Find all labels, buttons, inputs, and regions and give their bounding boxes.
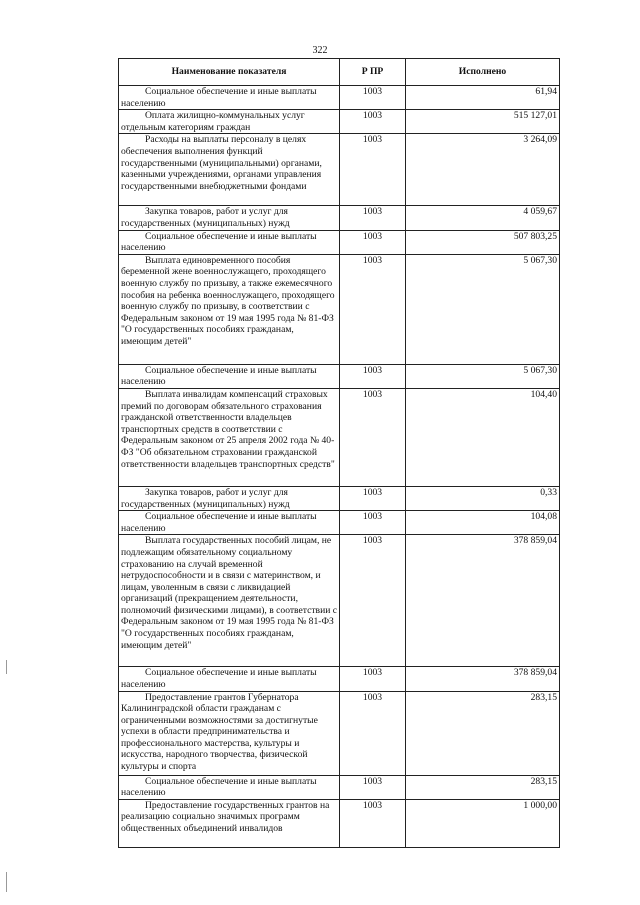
row-name: Предоставление грантов Губернатора Калининградской области гражданам с ограниченными возможностями за достигнутые успехи в области предпринимательства и профессионального мастерства, культуры и искусства, народного творчества, физической культуры и спорта bbox=[119, 691, 340, 775]
row-amount: 61,94 bbox=[406, 86, 560, 110]
row-code: 1003 bbox=[340, 110, 406, 134]
row-name: Социальное обеспечение и иные выплаты населению bbox=[119, 667, 340, 691]
row-name: Социальное обеспечение и иные выплаты населению bbox=[119, 230, 340, 254]
row-name: Социальное обеспечение и иные выплаты населению bbox=[119, 775, 340, 799]
table-row bbox=[119, 134, 560, 206]
row-name: Выплата инвалидам компенсаций страховых премий по договорам обязательного страхования гражданской ответственности владельцев транспортных средств в соответствии с Федеральным законом от 25 апреля 2002 года № 40-ФЗ "Об обязательном страховании гражданской ответственности владельцев транспортных средств" bbox=[119, 388, 340, 486]
row-name: Предоставление государственных грантов на реализацию социально значимых программ общественных объединений инвалидов bbox=[119, 799, 340, 847]
row-name: Выплата единовременного пособия беременной жене военнослужащего, проходящего военную службу по призыву, а также ежемесячного пособия на ребенка военнослужащего, проходящего военную службу по призыву, в соответствии с Федеральным законом от 19 мая 1995 года № 81-ФЗ "О государственных пособиях гражданам, имеющим детей" bbox=[119, 254, 340, 364]
row-code: 1003 bbox=[340, 254, 406, 364]
row-amount: 5 067,30 bbox=[406, 254, 560, 364]
row-name: Закупка товаров, работ и услуг для государственных (муниципальных) нужд bbox=[119, 486, 340, 510]
row-amount: 5 067,30 bbox=[406, 364, 560, 388]
row-code: 1003 bbox=[340, 206, 406, 230]
row-code: 1003 bbox=[340, 364, 406, 388]
table-header-row bbox=[119, 59, 560, 86]
table-row bbox=[119, 110, 560, 134]
row-code: 1003 bbox=[340, 775, 406, 799]
table-row bbox=[119, 667, 560, 691]
row-code: 1003 bbox=[340, 799, 406, 847]
row-amount: 4 059,67 bbox=[406, 206, 560, 230]
row-amount: 378 859,04 bbox=[406, 667, 560, 691]
row-name: Расходы на выплаты персоналу в целях обеспечения выполнения функций государственными (муниципальными) органами, казенными учреждениями, органами управления государственными внебюджетными фондами bbox=[119, 134, 340, 206]
row-code: 1003 bbox=[340, 691, 406, 775]
row-code: 1003 bbox=[340, 667, 406, 691]
table-row bbox=[119, 799, 560, 847]
table-row bbox=[119, 364, 560, 388]
row-amount: 515 127,01 bbox=[406, 110, 560, 134]
column-header-name: Наименование показателя bbox=[119, 59, 340, 86]
row-amount: 104,40 bbox=[406, 388, 560, 486]
table-row bbox=[119, 535, 560, 667]
row-amount: 1 000,00 bbox=[406, 799, 560, 847]
row-code: 1003 bbox=[340, 134, 406, 206]
row-amount: 0,33 bbox=[406, 486, 560, 510]
row-code: 1003 bbox=[340, 511, 406, 535]
table-row bbox=[119, 486, 560, 510]
table-row bbox=[119, 388, 560, 486]
table-row bbox=[119, 511, 560, 535]
row-name: Социальное обеспечение и иные выплаты населению bbox=[119, 86, 340, 110]
row-amount: 3 264,09 bbox=[406, 134, 560, 206]
row-code: 1003 bbox=[340, 535, 406, 667]
budget-execution-table bbox=[118, 58, 560, 848]
table-row bbox=[119, 86, 560, 110]
column-header-code: Р ПР bbox=[340, 59, 406, 86]
row-amount: 378 859,04 bbox=[406, 535, 560, 667]
row-code: 1003 bbox=[340, 388, 406, 486]
row-amount: 283,15 bbox=[406, 775, 560, 799]
row-amount: 283,15 bbox=[406, 691, 560, 775]
row-amount: 507 803,25 bbox=[406, 230, 560, 254]
row-name: Выплата государственных пособий лицам, не подлежащим обязательному социальному страхованию на случай временной нетрудоспособности и в связи с материнством, и лицам, уволенным в связи с ликвидацией организаций (прекращением деятельности, полномочий физическими лицами), в соответствии с Федеральным законом от 19 мая 1995 года № 81-ФЗ "О государственных пособиях гражданам, имеющим детей" bbox=[119, 535, 340, 667]
row-name: Закупка товаров, работ и услуг для государственных (муниципальных) нужд bbox=[119, 206, 340, 230]
page-number: 322 bbox=[312, 45, 328, 56]
row-name: Оплата жилищно-коммунальных услуг отдельным категориям граждан bbox=[119, 110, 340, 134]
row-code: 1003 bbox=[340, 86, 406, 110]
row-name: Социальное обеспечение и иные выплаты населению bbox=[119, 364, 340, 388]
row-amount: 104,08 bbox=[406, 511, 560, 535]
row-name: Социальное обеспечение и иные выплаты населению bbox=[119, 511, 340, 535]
table-row bbox=[119, 254, 560, 364]
table-row bbox=[119, 206, 560, 230]
scan-edge-mark bbox=[6, 872, 7, 892]
row-code: 1003 bbox=[340, 230, 406, 254]
table-row bbox=[119, 691, 560, 775]
column-header-amount: Исполнено bbox=[406, 59, 560, 86]
scan-edge-mark bbox=[6, 660, 7, 674]
table-row bbox=[119, 230, 560, 254]
row-code: 1003 bbox=[340, 486, 406, 510]
table-row bbox=[119, 775, 560, 799]
